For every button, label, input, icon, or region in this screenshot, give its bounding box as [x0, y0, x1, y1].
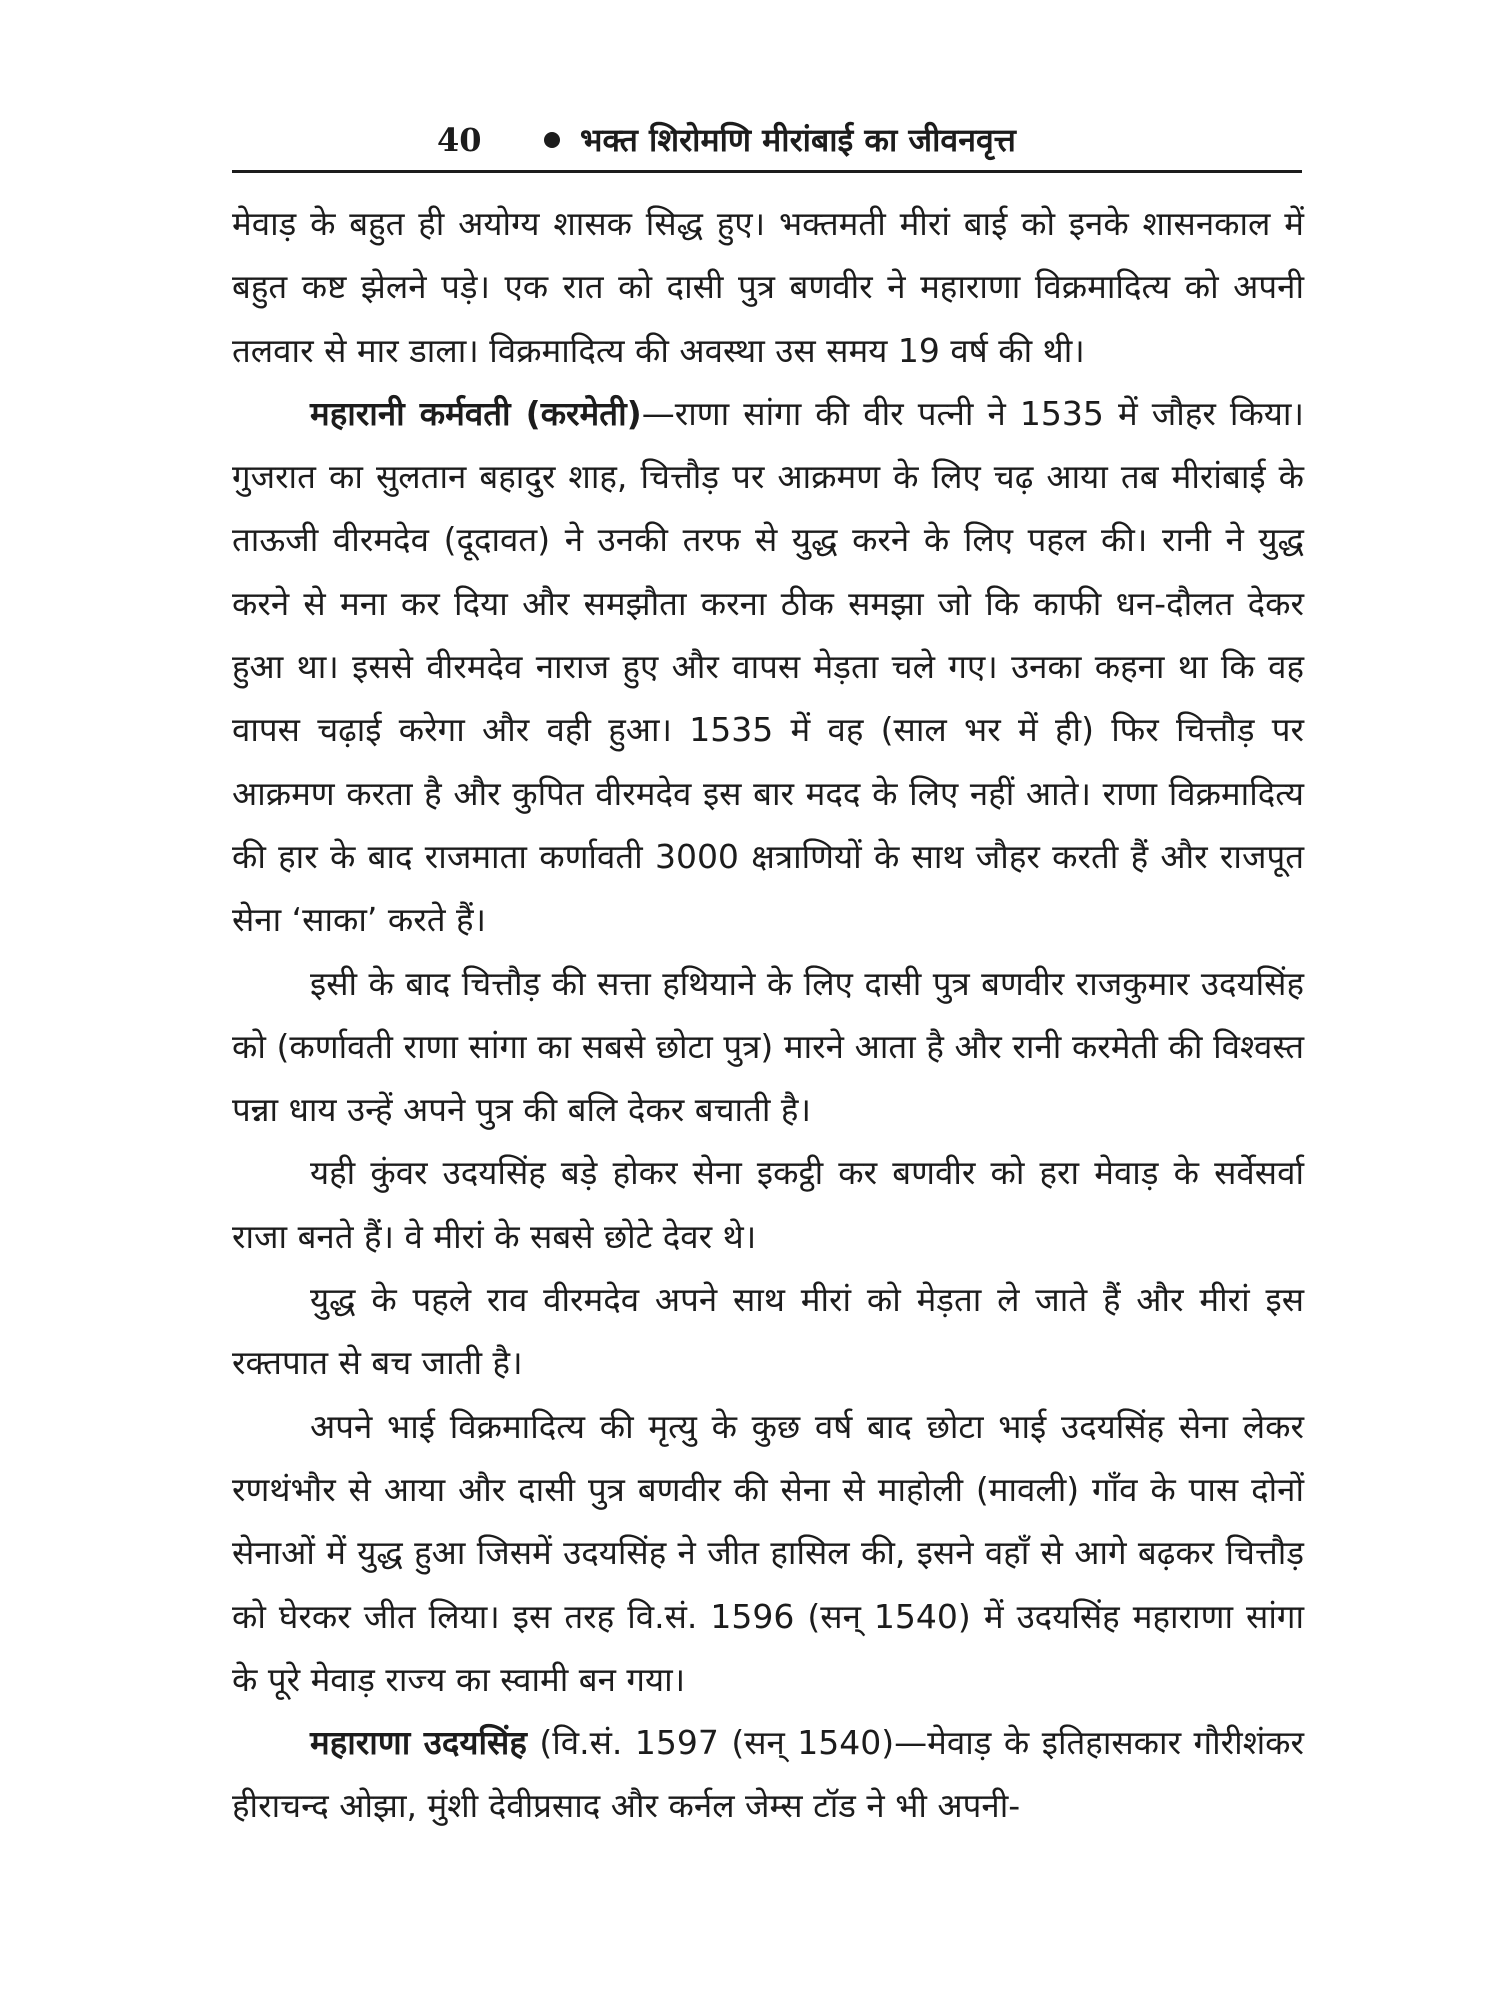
- paragraph: [232, 1141, 1304, 1268]
- paragraph-heading: महारानी कर्मवती (करमेती): [310, 393, 642, 433]
- body-text: [232, 192, 1304, 1838]
- paragraph: [232, 382, 1304, 952]
- paragraph-text: (वि.सं. 1597 (सन् 1540)—मेवाड़ के इतिहासकार गौरीशंकर हीराचन्द ओझा, मुंशी देवीप्रसाद और कर्नल जेम्स टॉड ने भी अपनी-: [232, 1723, 1304, 1826]
- paragraph: [232, 1395, 1304, 1711]
- paragraph: [232, 1268, 1304, 1395]
- bullet-separator-icon: [544, 132, 560, 148]
- paragraph: [232, 952, 1304, 1142]
- paragraph-text: मेवाड़ के बहुत ही अयोग्य शासक सिद्ध हुए। भक्तमती मीरां बाई को इनके शासनकाल में बहुत कष्ट झेलने पड़े। एक रात को दासी पुत्र बणवीर ने महाराणा विक्रमादित्य को अपनी तलवार से मार डाला। विक्रमादित्य की अवस्था उस समय 19 वर्ष की थी।: [232, 204, 1304, 370]
- running-header: [232, 114, 1302, 174]
- paragraph-heading: महाराणा उदयसिंह: [310, 1723, 527, 1763]
- paragraph-text: यही कुंवर उदयसिंह बड़े होकर सेना इकट्ठी कर बणवीर को हरा मेवाड़ के सर्वेसर्वा राजा बनते हैं। वे मीरां के सबसे छोटे देवर थे।: [232, 1153, 1304, 1256]
- paragraph-text: —राणा सांगा की वीर पत्नी ने 1535 में जौहर किया। गुजरात का सुलतान बहादुर शाह, चित्तौड़ पर आक्रमण के लिए चढ़ आया तब मीरांबाई के ताऊजी वीरमदेव (दूदावत) ने उनकी तरफ से युद्ध करने के लिए पहल की। रानी ने युद्ध करने से मना कर दिया और समझौता करना ठीक समझा जो कि काफी धन-दौलत देकर हुआ था। इससे वीरमदेव नाराज हुए और वापस मेड़ता चले गए। उनका कहना था कि वह वापस चढ़ाई करेगा और वही हुआ। 1535 में वह (साल भर में ही) फिर चित्तौड़ पर आक्रमण करता है और कुपित वीरमदेव इस बार मदद के लिए नहीं आते। राणा विक्रमादित्य की हार के बाद राजमाता कर्णावती 3000 क्षत्राणियों के साथ जौहर करती हैं और राजपूत सेना ‘साका’ करते हैं।: [232, 393, 1304, 940]
- page-number: 40: [437, 121, 482, 159]
- paragraph: [232, 1711, 1304, 1838]
- header-rule: [232, 170, 1302, 173]
- paragraph-text: युद्ध के पहले राव वीरमदेव अपने साथ मीरां को मेड़ता ले जाते हैं और मीरां इस रक्तपात से बच जाती है।: [232, 1280, 1304, 1383]
- paragraph-text: इसी के बाद चित्तौड़ की सत्ता हथियाने के लिए दासी पुत्र बणवीर राजकुमार उदयसिंह को (कर्णावती राणा सांगा का सबसे छोटा पुत्र) मारने आता है और रानी करमेती की विश्वस्त पन्ना धाय उन्हें अपने पुत्र की बलि देकर बचाती है।: [232, 963, 1304, 1130]
- paragraph: [232, 192, 1304, 382]
- paragraph-text: अपने भाई विक्रमादित्य की मृत्यु के कुछ वर्ष बाद छोटा भाई उदयसिंह सेना लेकर रणथंभौर से आया और दासी पुत्र बणवीर की सेना से माहोली (मावली) गाँव के पास दोनों सेनाओं में युद्ध हुआ जिसमें उदयसिंह ने जीत हासिल की, इसने वहाँ से आगे बढ़कर चित्तौड़ को घेरकर जीत लिया। इस तरह वि.सं. 1596 (सन् 1540) में उदयसिंह महाराणा सांगा के पूरे मेवाड़ राज्य का स्वामी बन गया।: [232, 1406, 1304, 1699]
- book-title: भक्त शिरोमणि मीरांबाई का जीवनवृत्त: [580, 121, 1016, 159]
